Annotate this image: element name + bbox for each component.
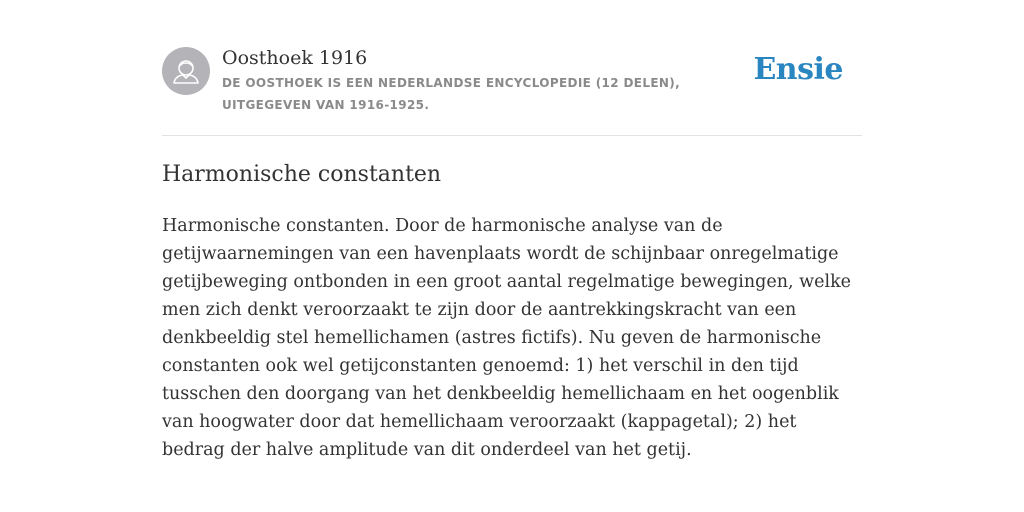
source-header	[162, 44, 862, 134]
entry-body: Harmonische constanten. Door de harmonische analyse van de getijwaarnemingen van een havenplaats wordt de schijnbaar onregelmatige getijbeweging ontbonden in een groot aantal regelmatige bewegingen, welke men zich denkt veroorzaakt te zijn door de aantrekkingskracht van een denkbeeldig stel hemellichamen (astres fictifs). Nu geven de harmonische constanten ook wel getijconstanten genoemd: 1) het verschil in den tijd tusschen den doorgang van het denkbeeldig hemellichaam en het oogenblik van hoogwater door dat hemellichaam veroorzaakt (kappagetal); 2) het bedrag der halve amplitude van dit onderdeel van het getij.	[162, 216, 852, 460]
brand-logo[interactable]: Ensie	[753, 52, 843, 87]
source-title[interactable]: Oosthoek 1916	[222, 47, 368, 69]
source-description: DE OOSTHOEK IS EEN NEDERLANDSE ENCYCLOPEDIE (12 DELEN), UITGEGEVEN VAN 1916-1925.	[222, 76, 681, 112]
entry-title: Harmonische constanten	[162, 162, 442, 187]
user-icon	[162, 47, 210, 95]
divider	[162, 135, 862, 136]
